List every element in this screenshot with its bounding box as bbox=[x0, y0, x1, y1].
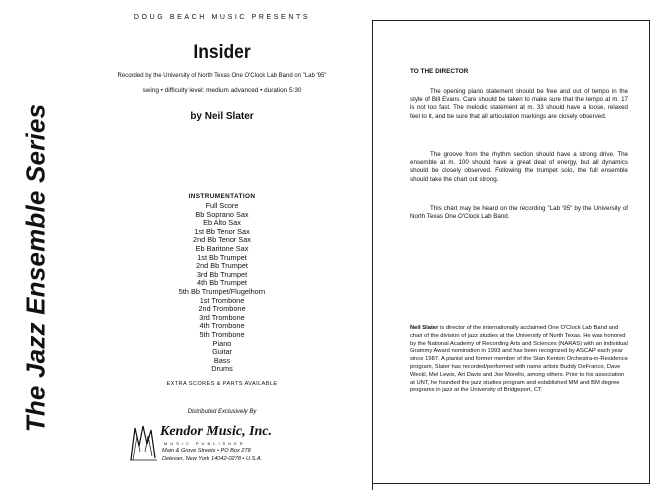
distributed-by-line: Distributed Exclusively By bbox=[187, 409, 257, 415]
composer-bio bbox=[410, 325, 628, 395]
publisher-address-line-2: Delevan, New York 14042-0278 • U.S.A. bbox=[162, 456, 263, 462]
instrument-item: Eb Baritone Sax bbox=[195, 243, 249, 253]
presents-line: DOUG BEACH MUSIC PRESENTS bbox=[133, 14, 311, 21]
extra-parts-note: EXTRA SCORES & PARTS AVAILABLE bbox=[166, 381, 278, 387]
series-title: The Jazz Ensemble Series bbox=[20, 103, 51, 433]
instrument-item: Full Score bbox=[205, 201, 239, 210]
piece-title: Insider bbox=[193, 42, 251, 63]
instrument-item: Bb Soprano Sax bbox=[195, 209, 249, 219]
publisher-subtitle: MUSIC PUBLISHER bbox=[164, 441, 246, 446]
instrument-item: Piano bbox=[212, 338, 232, 348]
instrumentation-list bbox=[72, 202, 372, 374]
instrument-item: Drums bbox=[211, 364, 233, 374]
instrument-item: 2nd Bb Tenor Sax bbox=[193, 235, 251, 245]
director-note-paragraph: This chart may be heard on the recording "Lab '95" by the University of North Texas One O'Clock Lab Band. bbox=[410, 205, 628, 221]
instrument-item: 4th Bb Trumpet bbox=[197, 278, 247, 288]
style-difficulty-duration: swing • difficulty level: medium advanced • duration 5:30 bbox=[142, 87, 302, 94]
instrument-item: 2nd Bb Trumpet bbox=[196, 261, 248, 271]
director-note-paragraph: The opening piano statement should be free and out of tempo in the style of Bill Evans. Care should be taken to make sure that the tempo at m. 17 is not too fast. The melodic statement at m. 33 should have a loose, relaxed feel to it, and be sure that all articulation markings are closely observed. bbox=[410, 88, 628, 120]
director-note-paragraph: The groove from the rhythm section should have a strong drive. The ensemble at m. 100 should have a great deal of energy, but all dynamics should be closely observed. Following the trumpet solo, the full ensemble should take the chart out strong. bbox=[410, 151, 628, 183]
kendor-logo-icon bbox=[130, 422, 158, 462]
publisher-block bbox=[130, 420, 320, 480]
composer-bio-text: is director of the internationally acclaimed One O'Clock Lab Band and chair of the division of jazz studies at the University of North Texas. He was honored by the National Academy of Recording Arts and Sciences (NARAS) with an individual Grammy Award nomination in 1993 and has been recognized by ASCAP each year since 1987. A pianist and former member of the Stan Kenton Orchestra-in-Residence program, Slater has recorded/performed with name artists Buddy DeFranco, Dave Weckl, Mel Lewis, Art Davis and Joe Morello, among others. Prior to his association at UNT, he founded the jazz studies program and established MM and BM degree programs in jazz at the University of Bridgeport, CT. bbox=[410, 325, 628, 394]
instrumentation-heading: INSTRUMENTATION bbox=[188, 193, 256, 200]
director-notes-heading: TO THE DIRECTOR bbox=[410, 68, 469, 75]
composer-bio-name: Neil Slater bbox=[410, 325, 439, 331]
composer-credit: by Neil Slater bbox=[190, 111, 254, 122]
notes-page bbox=[373, 20, 667, 490]
instrument-item: Guitar bbox=[212, 347, 232, 357]
series-spine bbox=[0, 0, 72, 500]
instrument-item: 1st Trombone bbox=[199, 295, 245, 305]
instrument-item: 1st Bb Tenor Sax bbox=[194, 226, 250, 236]
publisher-address-line-1: Main & Grove Streets • PO Box 278 bbox=[162, 448, 251, 454]
instrument-item: Eb Alto Sax bbox=[203, 218, 241, 228]
instrument-item: 1st Bb Trumpet bbox=[197, 252, 247, 262]
recorded-by-line: Recorded by the University of North Texas One O'Clock Lab Band on "Lab '95" bbox=[117, 73, 327, 79]
instrument-item: 3rd Bb Trumpet bbox=[196, 269, 248, 279]
instrument-item: 5th Bb Trumpet/Flugelhorn bbox=[178, 286, 266, 296]
cover-page bbox=[72, 0, 372, 500]
instrument-item: 3rd Trombone bbox=[199, 312, 245, 322]
instrument-item: 5th Trombone bbox=[199, 329, 245, 339]
instrument-item: 4th Trombone bbox=[199, 321, 245, 331]
publisher-name: Kendor Music, Inc. bbox=[160, 424, 273, 439]
instrument-item: Bass bbox=[213, 355, 231, 365]
instrument-item: 2nd Trombone bbox=[198, 304, 246, 314]
